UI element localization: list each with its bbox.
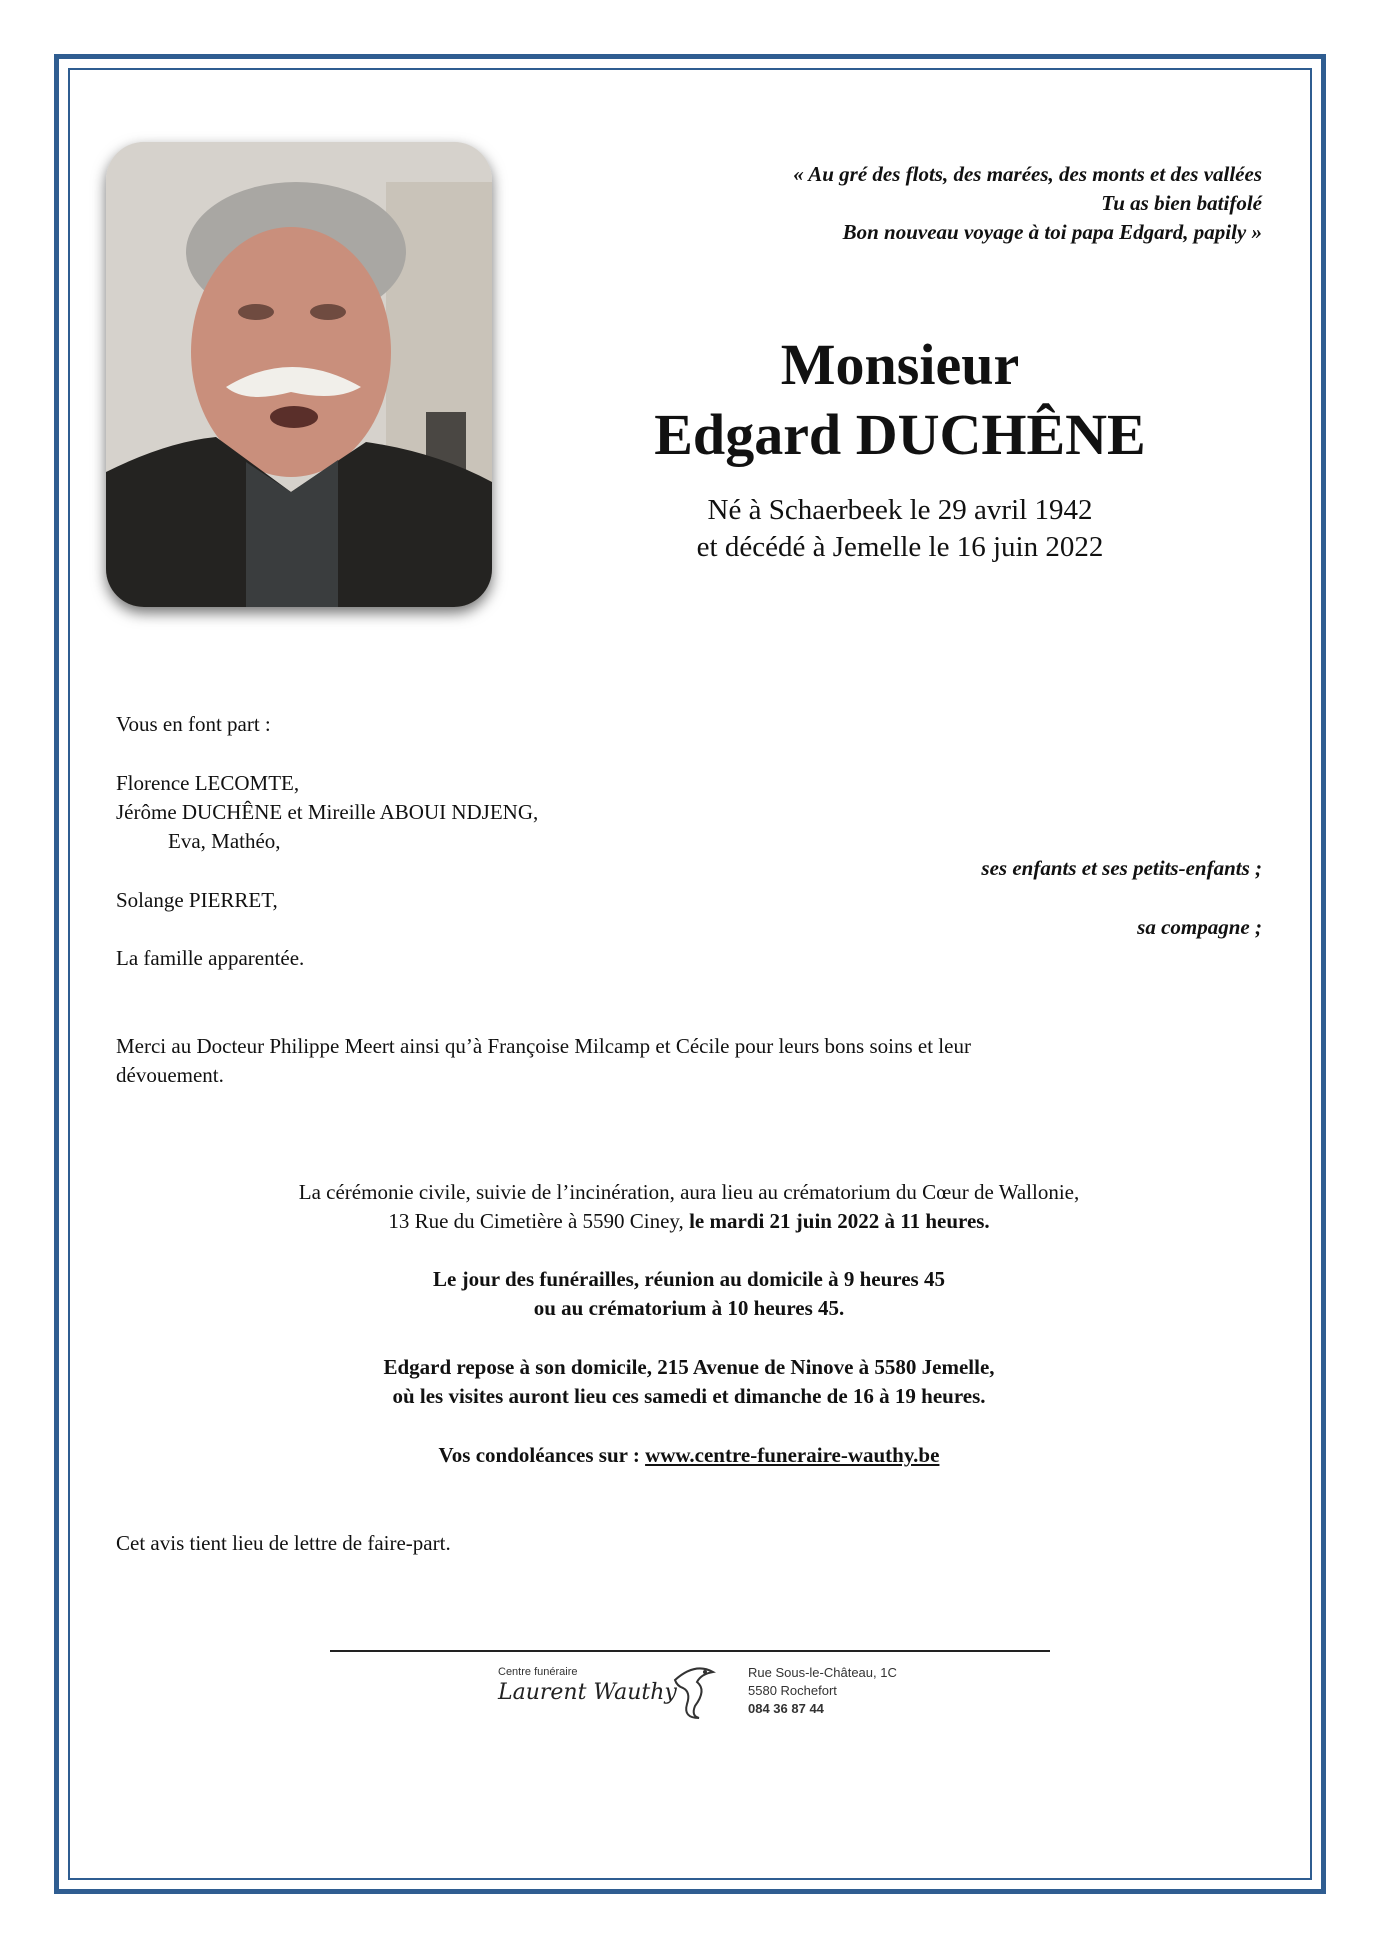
rest-line: Edgard repose à son domicile, 215 Avenue de Ninove à 5580 Jemelle,: [383, 1355, 995, 1379]
condolences-label: Vos condoléances sur :: [438, 1443, 646, 1467]
thanks-paragraph: [116, 1032, 971, 1090]
dates-block: [560, 492, 1240, 566]
meeting-paragraph: [116, 1265, 1262, 1323]
family-line: Solange PIERRET,: [116, 888, 278, 912]
footer-divider: [330, 1650, 1050, 1652]
quote-line: Bon nouveau voyage à toi papa Edgard, papily »: [842, 220, 1262, 244]
deceased-name: Edgard DUCHÊNE: [654, 402, 1146, 467]
title-honorific: Monsieur: [780, 332, 1020, 397]
rest-line: où les visites auront lieu ces samedi et dimanche de 16 à 19 heures.: [392, 1384, 986, 1408]
ceremony-line-2: [116, 1207, 1262, 1236]
portrait-illustration: [106, 142, 492, 607]
condolences-link[interactable]: www.centre-funeraire-wauthy.be: [645, 1443, 940, 1467]
ceremony-paragraph: [116, 1178, 1262, 1236]
funeral-home-address: [748, 1664, 897, 1718]
dove-logo-icon: [665, 1660, 725, 1720]
death-line: et décédé à Jemelle le 16 juin 2022: [696, 531, 1104, 563]
funeral-home-label: Centre funéraire: [498, 1666, 578, 1678]
quote-line: Tu as bien batifolé: [1101, 191, 1262, 215]
title-block: [560, 330, 1240, 566]
thanks-line: dévouement.: [116, 1063, 224, 1087]
address-line: 5580 Rochefort: [748, 1683, 837, 1698]
ceremony-place: 13 Rue du Cimetière à 5590 Ciney,: [388, 1209, 690, 1233]
quote-line: « Au gré des flots, des marées, des monts et des vallées: [793, 162, 1262, 186]
family-intro: Vous en font part :: [116, 712, 271, 736]
ceremony-line: La cérémonie civile, suivie de l’incinération, aura lieu au crématorium du Cœur de Wallonie,: [298, 1180, 1080, 1204]
meeting-line: Le jour des funérailles, réunion au domicile à 9 heures 45: [433, 1267, 945, 1291]
address-line: Rue Sous-le-Château, 1C: [748, 1665, 897, 1680]
funeral-home-footer: [490, 1658, 920, 1738]
phone-number: 084 36 87 44: [748, 1701, 824, 1716]
quote-block: [793, 160, 1262, 247]
family-line: Jérôme DUCHÊNE et Mireille ABOUI NDJENG,: [116, 800, 539, 824]
condolences-line: [116, 1441, 1262, 1470]
family-line: Eva, Mathéo,: [168, 829, 281, 853]
portrait-photo: [106, 142, 492, 607]
thanks-line: Merci au Docteur Philippe Meert ainsi qu’à Françoise Milcamp et Cécile pour leurs bons soins et leur: [116, 1034, 971, 1058]
birth-line: Né à Schaerbeek le 29 avril 1942: [707, 494, 1093, 526]
family-line: Florence LECOMTE,: [116, 771, 300, 795]
ceremony-date: le mardi 21 juin 2022 à 11 heures.: [689, 1209, 990, 1233]
rest-paragraph: [116, 1353, 1262, 1411]
family-relation: sa compagne ;: [1137, 915, 1262, 939]
family-relation: ses enfants et ses petits-enfants ;: [981, 856, 1262, 880]
closing-note: Cet avis tient lieu de lettre de faire-part.: [116, 1531, 451, 1555]
family-line: La famille apparentée.: [116, 946, 305, 970]
meeting-line: ou au crématorium à 10 heures 45.: [533, 1296, 845, 1320]
funeral-home-name: Laurent Wauthy: [498, 1680, 677, 1705]
